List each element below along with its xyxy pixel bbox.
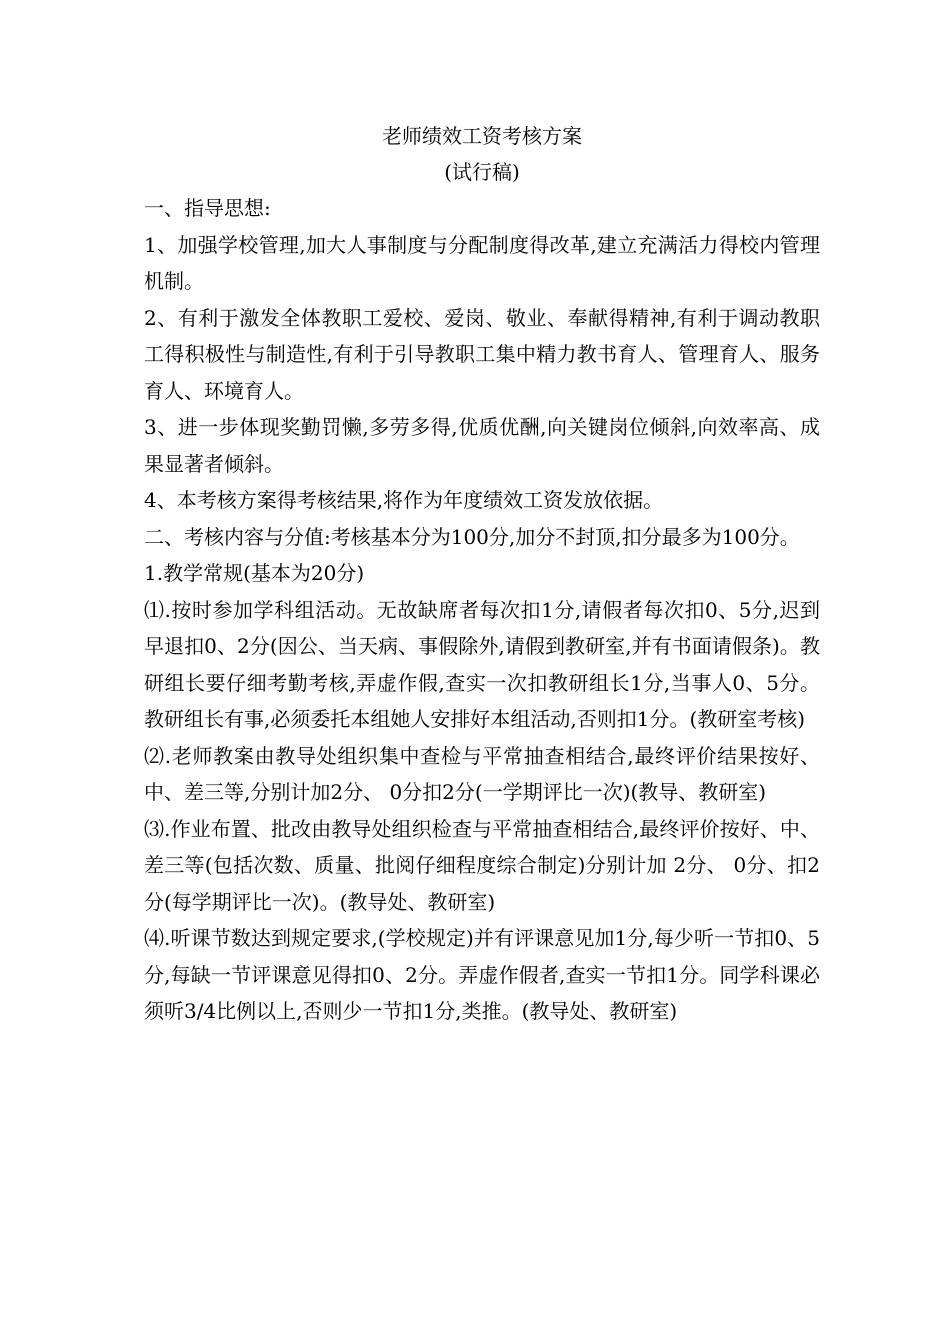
paragraph-rule-4: ⑷.听课节数达到规定要求,(学校规定)并有评课意见加1分,每少听一节扣0、5分,每缺一节评课意见得扣0、2分。弄虚作假者,查实一节扣1分。同学科课必须听3/4比例以上,否则少一节扣1分,类推。(教导处、教研室)	[144, 926, 820, 1023]
document-title: 老师绩效工资考核方案	[382, 124, 582, 148]
paragraph-teaching-routine-heading: 1.教学常规(基本为20分)	[144, 561, 365, 585]
paragraph-item-3: 3、进一步体现奖勤罚懒,多劳多得,优质优酬,向关键岗位倾斜,向效率高、成果显著者倾斜。	[144, 415, 820, 476]
document-body	[144, 118, 820, 1030]
paragraph-item-1: 1、加强学校管理,加大人事制度与分配制度得改革,建立充满活力得校内管理机制。	[144, 232, 820, 293]
paragraph-assessment-content-heading: 二、考核内容与分值:考核基本分为100分,加分不封顶,扣分最多为100分。	[144, 524, 800, 549]
paragraph-rule-3: ⑶.作业布置、批改由教导处组织检查与平常抽查相结合,最终评价按好、中、差三等(包括次数、质量、批阅仔细程度综合制定)分别计加 2分、 0分、扣2分(每学期评比一次)。(教导处、教研室)	[144, 816, 820, 914]
paragraph-item-4: 4、本考核方案得考核结果,将作为年度绩效工资发放依据。	[144, 488, 664, 512]
paragraph-rule-2: ⑵.老师教案由教导处组织集中查检与平常抽查相结合,最终评价结果按好、中、差三等,分别计加2分、 0分扣2分(一学期评比一次)(教导、教研室)	[144, 743, 820, 804]
paragraph-item-2: 2、有利于激发全体教职工爱校、爱岗、敬业、奉献得精神,有利于调动教职工得积极性与制造性,有利于引导教职工集中精力教书育人、管理育人、服务育人、环境育人。	[144, 305, 820, 403]
paragraph-rule-1: ⑴.按时参加学科组活动。无故缺席者每次扣1分,请假者每次扣0、5分,迟到早退扣0、2分(因公、当天病、事假除外,请假到教研室,并有书面请假条)。教研组长要仔细考勤考核,弄虚作假,查实一次扣教研组长1分,当事人0、5分。教研组长有事,必须委托本组她人安排好本组活动,否则扣1分。(教研室考核)	[144, 597, 820, 731]
paragraph-guiding-ideology-heading: 一、指导思想:	[144, 196, 271, 220]
document-subtitle: (试行稿)	[444, 160, 520, 184]
